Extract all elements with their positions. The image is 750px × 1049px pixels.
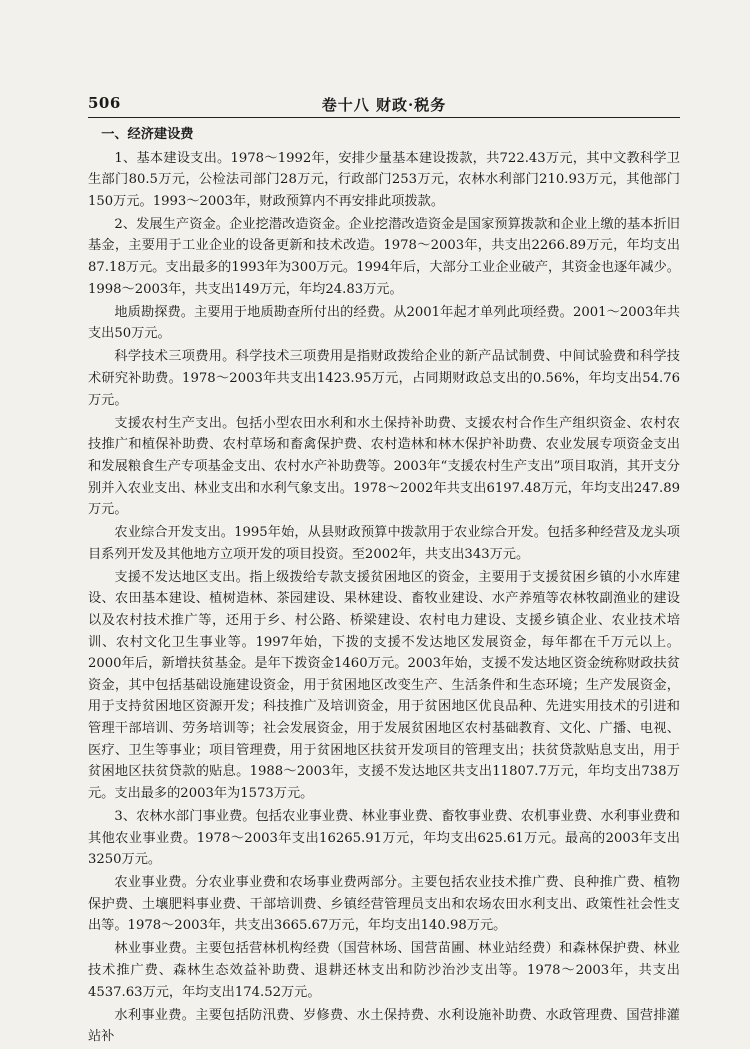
body-text <box>88 124 680 1049</box>
header-rule <box>88 117 680 118</box>
section-title: 一、经济建设费 <box>101 127 194 142</box>
paragraph: 农业综合开发支出。1995年始，从县财政预算中拨款用于农业综合开发。包括多种经营及龙头项目系列开发及其他地方立项开发的项目投资。至2002年，共支出343万元。 <box>88 525 680 562</box>
paragraph: 2、发展生产资金。企业挖潜改造资金。企业挖潜改造资金是国家预算拨款和企业上缴的基本折旧基金，主要用于工业企业的设备更新和技术改造。1978～2003年，共支出2266.89万元，年均支出87.18万元。支出最多的1993年为300万元。1994年后，大部分工业企业破产，其资金也逐年减少。1998～2003年，共支出149万元，年均24.83万元。 <box>88 216 680 297</box>
paragraph: 农业事业费。分农业事业费和农场事业费两部分。主要包括农业技术推广费、良种推广费、植物保护费、土壤肥料事业费、干部培训费、乡镇经营管理员支出和农场农田水利支出、政策性社会性支出等。1978～2003年，共支出3665.67万元，年均支出140.98万元。 <box>88 875 680 934</box>
paragraph: 地质勘探费。主要用于地质勘查所付出的经费。从2001年起才单列此项经费。2001～2003年共支出50万元。 <box>88 304 680 342</box>
paragraph: 支援不发达地区支出。指上级拨给专款支援贫困地区的资金，主要用于支援贫困乡镇的小水库建设、农田基本建设、植树造林、茶园建设、果林建设、畜牧业建设、水产养殖等农林牧副渔业的建设以及农村技术推广等，还用于乡、村公路、桥梁建设、农村电力建设、支援乡镇企业、农业技术培训、农村文化卫生事业等。1997年始，下拨的支援不发达地区发展资金，每年都在千万元以上。2000年后，新增扶贫基金。是年下拨资金1460万元。2003年始，支援不发达地区资金统称财政扶贫资金，其中包括基础设施建设资金，用于贫困地区改变生产、生活条件和生态环境；生产发展资金，用于支持贫困地区资源开发；科技推广及培训资金，用于贫困地区优良品种、先进实用技术的引进和管理干部培训、劳务培训等；社会发展资金，用于发展贫困地区农村基础教育、文化、广播、电视、医疗、卫生等事业；项目管理费，用于贫困地区扶贫开发项目的管理支出；扶贫贷款贴息支出，用于贫困地区扶贫贷款的贴息。1988～2003年，支援不发达地区共支出11807.7万元，年均支出738万元。支出最多的2003年为1573万元。 <box>88 569 680 801</box>
paragraph: 3、农林水部门事业费。包括农业事业费、林业事业费、畜牧事业费、农机事业费、水利事业费和其他农业事业费。1978～2003年支出16265.91万元，年均支出625.61万元。最高的2003年支出3250万元。 <box>88 808 680 868</box>
paragraph: 林业事业费。主要包括营林机构经费（国营林场、国营苗圃、林业站经费）和森林保护费、林业技术推广费、森林生态效益补助费、退耕还林支出和防沙治沙支出等。1978～2003年，共支出4537.63万元，年均支出174.52万元。 <box>88 941 680 1000</box>
page-header <box>88 94 680 116</box>
paragraph: 水利事业费。主要包括防汛费、岁修费、水土保持费、水利设施补助费、水政管理费、国营排灌站补 <box>88 1007 680 1045</box>
running-head: 卷十八 财政·税务 <box>321 96 447 114</box>
page-number: 506 <box>88 94 121 112</box>
paragraph: 1、基本建设支出。1978～1992年，安排少量基本建设拨款，共722.43万元，其中文教科学卫生部门80.5万元，公检法司部门28万元，行政部门253万元，农林水利部门210.93万元，其他部门150万元。1993～2003年，财政预算内不再安排此项拨款。 <box>88 150 680 209</box>
paragraph: 科学技术三项费用。科学技术三项费用是指财政拨给企业的新产品试制费、中间试验费和科学技术研究补助费。1978～2003年共支出1423.95万元，占同期财政总支出的0.56%，年均支出54.76万元。 <box>88 349 680 408</box>
paragraph: 支援农村生产支出。包括小型农田水利和水土保持补助费、支援农村合作生产组织资金、农村农技推广和植保补助费、农村草场和畜禽保护费、农村造林和林木保护补助费、农业发展专项资金支出和发展粮食生产专项基金支出、农村水产补助费等。2003年“支援农村生产支出”项目取消，其开支分别并入农业支出、林业支出和水利气象支出。1978～2002年共支出6197.48万元，年均支出247.89万元。 <box>88 415 680 518</box>
